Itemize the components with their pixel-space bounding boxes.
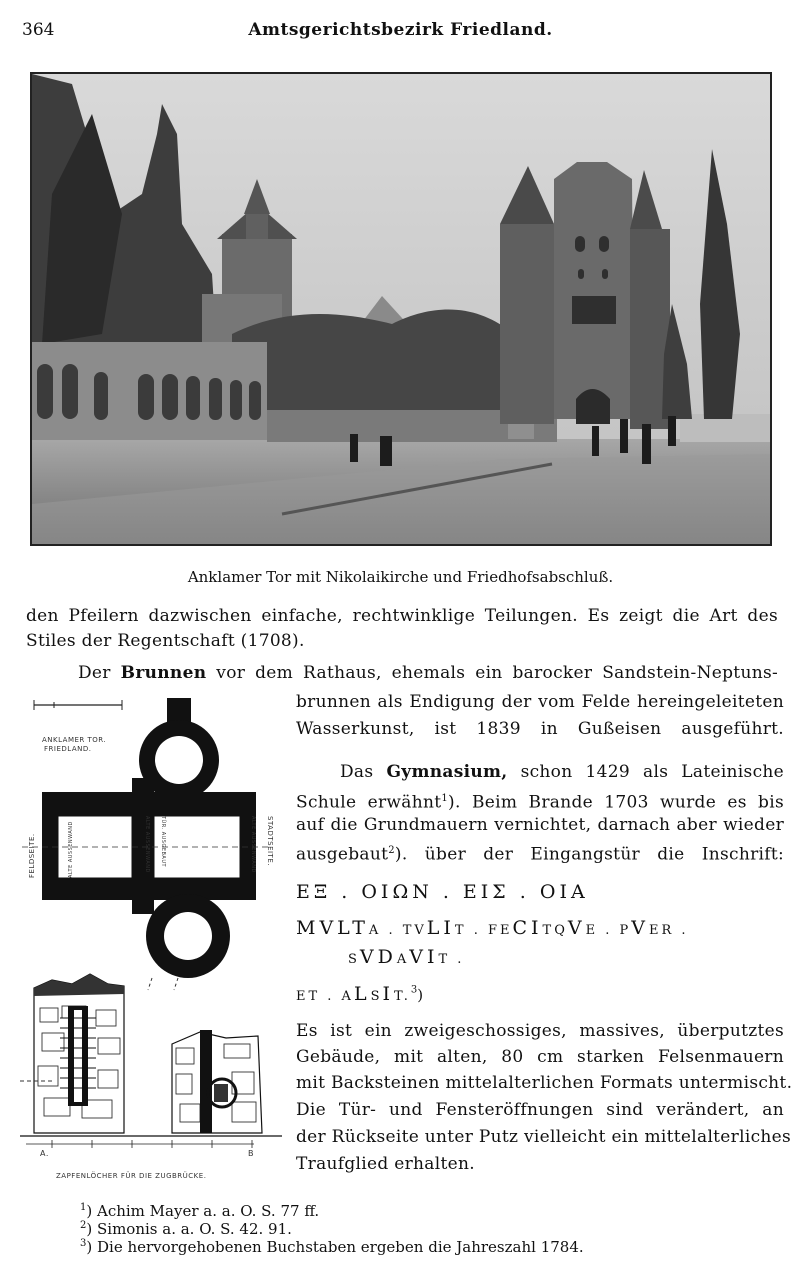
bold-brunnen: Brunnen <box>120 663 207 683</box>
page-number: 364 <box>22 20 55 40</box>
paragraph2-line2: brunnen als Endigung der vom Felde hereingeleiteten <box>296 692 784 712</box>
paragraph4-line4: Die Tür- und Fensteröffnungen sind verändert, an <box>296 1100 784 1120</box>
paragraph4-line5: der Rückseite unter Putz vielleicht ein mittelalterliches <box>296 1127 792 1147</box>
plan-bottom-caption: ZAPFENLÖCHER FÜR DIE ZUGBRÜCKE. <box>56 1172 207 1180</box>
inscription-line2: MVLTA . TVLIT . FECITQVE . PVER . <box>296 917 689 939</box>
running-head: Amtsgerichtsbezirk Friedland. <box>248 20 553 40</box>
paragraph3-line1: Das Gymnasium, schon 1429 als Lateinische <box>340 762 784 782</box>
plan-drawing <box>12 688 294 1188</box>
section-label-a: A. <box>40 1149 49 1158</box>
trees-middle <box>232 310 532 414</box>
inscription-line3: SVDAVIT . <box>348 946 465 968</box>
photo-drawing <box>32 74 770 544</box>
photo-caption: Anklamer Tor mit Nikolaikirche und Friedhofsabschluß. <box>187 568 614 586</box>
plan-label-inner-mid: ALTE AUSSENWAND <box>144 816 150 873</box>
paragraph3-line2: Schule erwähnt$^1$). Beim Brande 1703 wurde es bis <box>296 792 784 813</box>
footnote-1: $^1$) Achim Mayer a. a. O. S. 77 ff. <box>80 1202 320 1220</box>
paragraph3-line4: ausgebaut$^2$). über der Eingangstür die Inschrift: <box>296 844 784 865</box>
paragraph4-line3: mit Backsteinen mittelalterlichen Formats untermischt. <box>296 1073 793 1093</box>
paragraph4-line1: Es ist ein zweigeschossiges, massives, überputztes <box>296 1021 784 1041</box>
bold-gymnasium: Gymnasium, <box>386 762 508 782</box>
plan-title-line1: ANKLAMER TOR. <box>42 736 107 744</box>
paragraph3-line3: auf die Grundmauern vernichtet, darnach aber wieder <box>296 815 784 835</box>
plan-label-feldseite: FELDSEITE. <box>28 833 36 878</box>
paragraph2-line3: Wasserkunst, ist 1839 in Gußeisen ausgeführt. <box>296 719 784 739</box>
paragraph4-line2: Gebäude, mit alten, 80 cm starken Felsenmauern <box>296 1047 784 1067</box>
plan-label-stadtseite: STADTSEITE. <box>266 816 274 866</box>
floor-plan-figure <box>12 688 294 1188</box>
section-label-b: B <box>248 1149 254 1158</box>
gate-tower <box>554 162 634 419</box>
plan-label-inner-right2: ALTE AUSSENWAND <box>250 816 256 873</box>
footnote-2: $^2$) Simonis a. a. O. S. 42. 91. <box>80 1220 292 1238</box>
inscription-line1: ΕΞ . ΟΙΩΝ . ΕΙΣ . ΟΙΑ <box>296 881 589 903</box>
paragraph4-line6: Traufglied erhalten. <box>296 1154 475 1174</box>
paragraph2-line1: Der Brunnen vor dem Rathaus, ehemals ein barocker Sandstein-Neptuns- <box>78 663 779 683</box>
plan-label-inner-right: TÜR. AUSGEBAUT <box>160 816 166 868</box>
paragraph1-line2: Stiles der Regentschaft (1708). <box>26 631 305 651</box>
inscription-line4: ET . ALSIT.$^3$) <box>296 983 424 1005</box>
photograph-anklamer-tor <box>30 72 772 546</box>
paragraph1-line1: den Pfeilern dazwischen einfache, rechtwinklige Teilungen. Es zeigt die Art des <box>26 606 778 626</box>
plan-label-inner-left: ALTE AUSSENWAND <box>68 821 74 878</box>
footnote-3: $^3$) Die hervorgehobenen Buchstaben ergeben die Jahreszahl 1784. <box>80 1238 584 1256</box>
plan-title-line2: FRIEDLAND. <box>44 745 92 753</box>
